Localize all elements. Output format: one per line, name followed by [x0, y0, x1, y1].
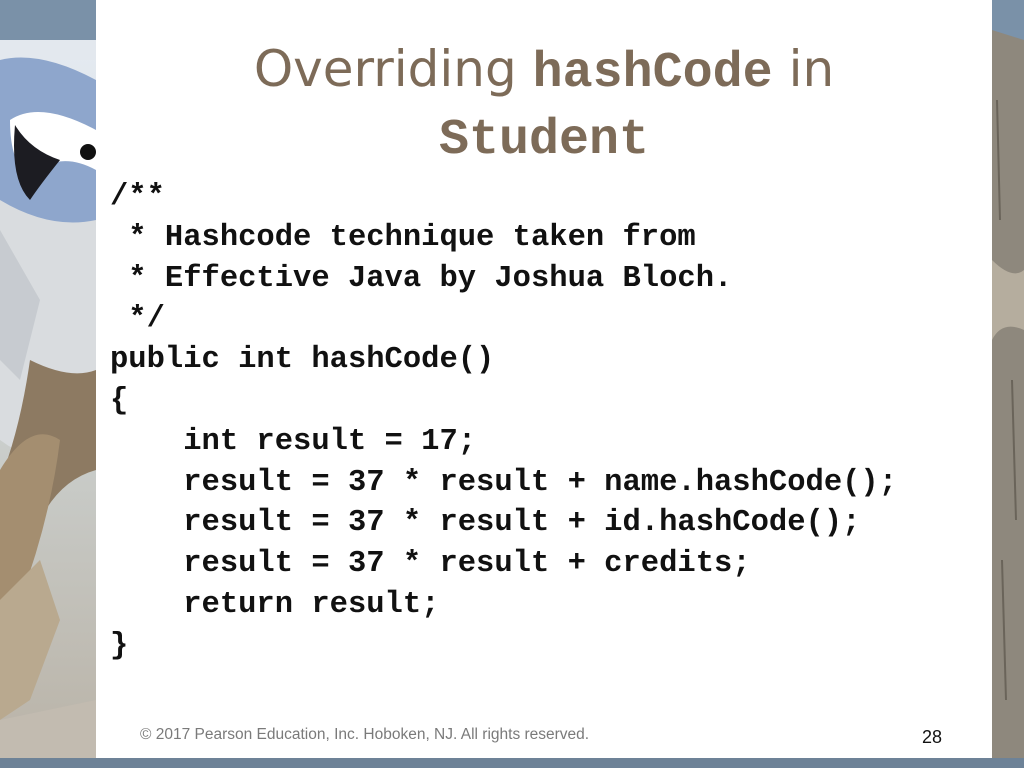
code-line: result = 37 * result + id.hashCode(); — [110, 506, 861, 541]
code-line: return result; — [110, 587, 440, 622]
title-line-1 — [96, 38, 992, 105]
code-line: result = 37 * result + name.hashCode(); — [110, 465, 898, 500]
code-line: /** — [110, 180, 165, 214]
top-band-right — [992, 0, 1024, 30]
code-block — [110, 177, 897, 667]
top-band-left — [0, 0, 96, 40]
page-number: 28 — [922, 727, 943, 747]
title-line-2 — [96, 105, 992, 172]
code-line: } — [110, 628, 129, 663]
copyright-footer: © 2017 Pearson Education, Inc. Hoboken, NJ. All rights reserved. — [140, 726, 590, 743]
code-line: * Effective Java by Joshua Bloch. — [110, 261, 733, 296]
bottom-band — [0, 758, 1024, 768]
slide-title — [96, 38, 992, 172]
title-text-1: Overriding — [253, 40, 533, 98]
code-line: int result = 17; — [110, 424, 477, 459]
slide-content — [96, 0, 992, 758]
title-code-2: Student — [438, 112, 650, 169]
code-line: result = 37 * result + credits; — [110, 547, 751, 582]
bark-icon — [992, 0, 1024, 768]
blue-jay-photo — [0, 0, 96, 768]
title-text-2: in — [772, 40, 835, 98]
code-line: */ — [110, 302, 165, 337]
title-code-1: hashCode — [532, 45, 773, 102]
code-line: * Hashcode technique taken from — [110, 220, 696, 255]
tree-bark-photo — [992, 0, 1024, 768]
code-line: public int hashCode() — [110, 343, 495, 378]
code-line: { — [110, 383, 129, 418]
blue-jay-icon — [0, 0, 96, 768]
